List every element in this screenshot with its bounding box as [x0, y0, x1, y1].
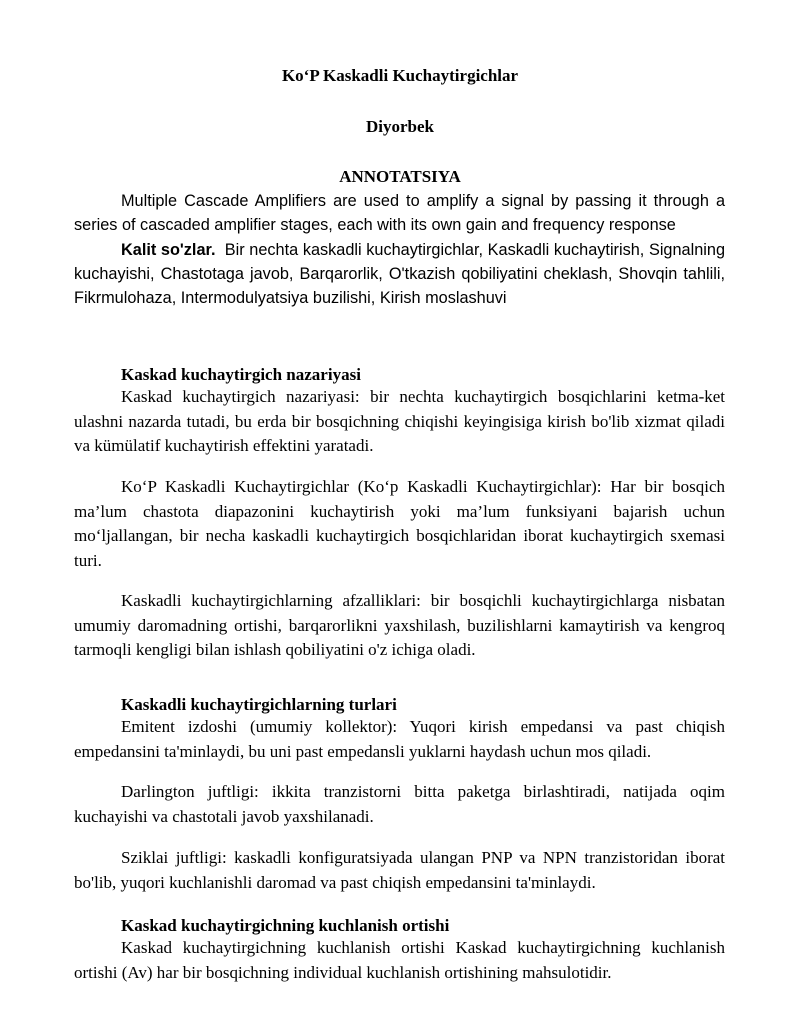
section-paragraph: Kaskad kuchaytirgichning kuchlanish ortishi Kaskad kuchaytirgichning kuchlanish ortishi (Av) har bir bosqichning individual kuchlanish ortishining mahsulotidir.: [74, 938, 725, 982]
section-heading: Kaskadli kuchaytirgichlarning turlari: [121, 695, 397, 714]
section-paragraph: Emitent izdoshi (umumiy kollektor): Yuqori kirish empedansi va past chiqish empedansini ta'minlaydi, bu uni past empedansli yuklarni haydash uchun mos qiladi.: [74, 717, 725, 761]
keywords-paragraph: [74, 238, 725, 310]
section-heading: Kaskad kuchaytirgichning kuchlanish ortishi: [121, 916, 450, 935]
section-paragraph: Kaskad kuchaytirgich nazariyasi: bir nechta kuchaytirgich bosqichlarini ketma-ket ulashni nazarda tutadi, bu erda bir bosqichning chiqishi keyingisiga kirish bo'lib xizmat qiladi va kümülatif kuchaytirish effektini yaratadi.: [74, 387, 725, 455]
section-paragraph: Darlington juftligi: ikkita tranzistorni bitta paketga birlashtiradi, natijada oqim kuchayishi va chastotali javob yaxshilanadi.: [74, 782, 725, 826]
author-name: Diyorbek: [366, 117, 434, 136]
section-paragraph: Sziklai juftligi: kaskadli konfiguratsiyada ulangan PNP va NPN tranzistoridan iborat bo'lib, yuqori kuchlanishli daromad va past chiqish empedansini ta'minlaydi.: [74, 848, 725, 892]
keywords-text: Bir nechta kaskadli kuchaytirgichlar, Kaskadli kuchaytirish, Signalning kuchayishi, Chastotaga javob, Barqarorlik, O'tkazish qobiliyatini cheklash, Shovqin tahlili, Fikrmulohaza, Intermodulyatsiya buzilishi, Kirish moslashuvi: [74, 241, 725, 307]
abstract-heading: ANNOTATSIYA: [339, 167, 461, 186]
section-heading: Kaskad kuchaytirgich nazariyasi: [121, 365, 361, 384]
paper-title: Ko‘P Kaskadli Kuchaytirgichlar: [281, 66, 519, 85]
keywords-label: Kalit so'zlar.: [121, 241, 216, 259]
section-paragraph: Ko‘P Kaskadli Kuchaytirgichlar (Ko‘p Kaskadli Kuchaytirgichlar): Har bir bosqich ma’lum chastota diapazonini kuchaytirish yoki ma’lum funksiyani bajarish uchun mo‘ljallangan, bir necha kaskadli kuchaytirgich bosqichlaridan iborat kuchaytirgich sxemasi turi.: [74, 477, 725, 570]
abstract-text: Multiple Cascade Amplifiers are used to amplify a signal by passing it through a series of cascaded amplifier stages, each with its own gain and frequency response: [74, 192, 725, 234]
section-paragraph: Kaskadli kuchaytirgichlarning afzalliklari: bir bosqichli kuchaytirgichlarga nisbatan umumiy daromadning ortishi, barqarorlikni yaxshilash, buzilishlarni kamaytirish va kengroq tarmoqli kengligi bilan ishlash qobiliyatini o'z ichiga oladi.: [74, 591, 725, 659]
